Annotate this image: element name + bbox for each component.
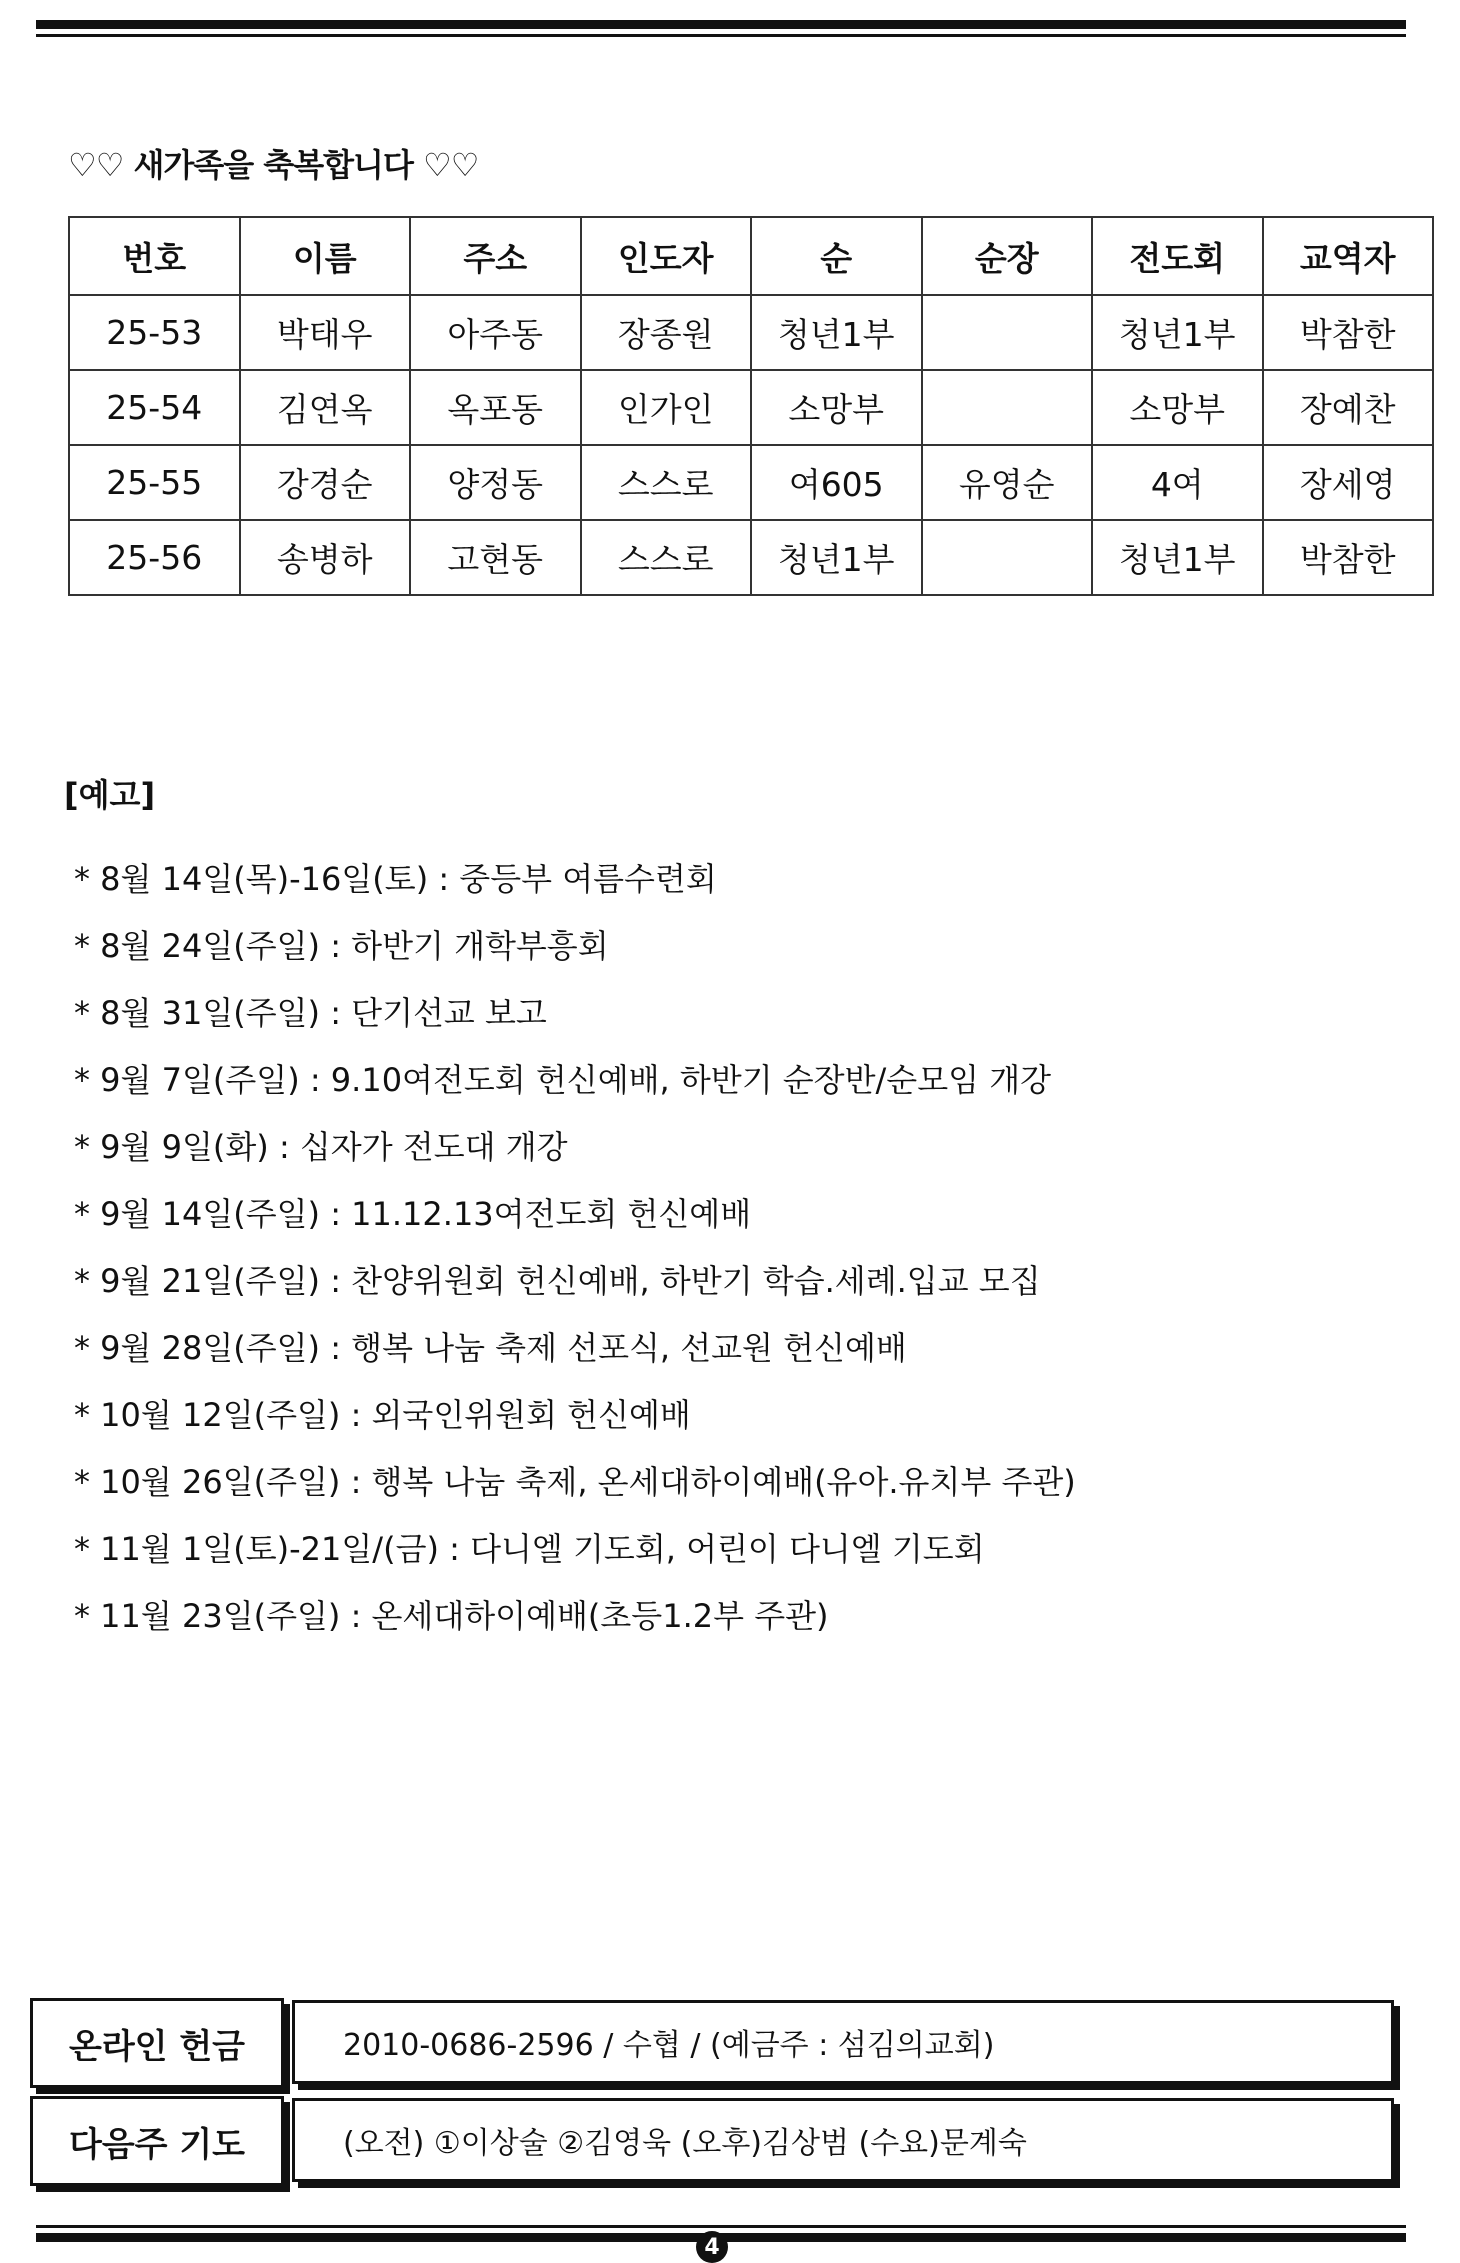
list-item: * 9월 28일(주일) : 행복 나눔 축제 선포식, 선교원 헌신예배 (74, 1329, 907, 1367)
list-item: * 9월 9일(화) : 십자가 전도대 개강 (74, 1128, 568, 1166)
top-border-thick (36, 20, 1406, 29)
list-item: * 10월 26일(주일) : 행복 나눔 축제, 온세대하이예배(유아.유치부 주관) (74, 1463, 1076, 1501)
table-header-row (69, 217, 1433, 295)
table-cell: 옥포동 (410, 370, 581, 445)
table-cell: 소망부 (1092, 370, 1263, 445)
list-item: * 9월 7일(주일) : 9.10여전도회 헌신예배, 하반기 순장반/순모임 개강 (74, 1061, 1052, 1099)
notice-list (74, 846, 1434, 1650)
table-cell: 장예찬 (1263, 370, 1434, 445)
table-cell: 스스로 (581, 445, 752, 520)
list-item: * 11월 1일(토)-21일/(금) : 다니엘 기도회, 어린이 다니엘 기도회 (74, 1530, 985, 1568)
table-cell (922, 370, 1093, 445)
next-week-prayer-label: 다음주 기도 (30, 2096, 284, 2186)
table-cell: 송병하 (240, 520, 411, 595)
online-offering-label: 온라인 헌금 (30, 1998, 284, 2088)
table-cell: 청년1부 (751, 295, 922, 370)
table-cell: 청년1부 (751, 520, 922, 595)
table-cell: 25-54 (69, 370, 240, 445)
table-cell (922, 295, 1093, 370)
table-cell: 청년1부 (1092, 295, 1263, 370)
table-cell: 박참한 (1263, 295, 1434, 370)
table-cell: 유영순 (922, 445, 1093, 520)
table-cell: 4여 (1092, 445, 1263, 520)
new-family-title (68, 140, 478, 186)
column-header: 인도자 (581, 217, 752, 295)
column-header: 전도회 (1092, 217, 1263, 295)
list-item: * 8월 14일(목)-16일(토) : 중등부 여름수련회 (74, 860, 717, 898)
table-cell: 양정동 (410, 445, 581, 520)
column-header: 순장 (922, 217, 1093, 295)
next-week-prayer-value: (오전) ①이상술 ②김영욱 (오후)김상범 (수요)문계숙 (292, 2098, 1394, 2182)
table-row (69, 295, 1433, 370)
list-item: * 10월 12일(주일) : 외국인위원회 헌신예배 (74, 1396, 691, 1434)
table-row (69, 445, 1433, 520)
table-cell: 아주동 (410, 295, 581, 370)
column-header: 순 (751, 217, 922, 295)
heart-icon: ♡♡ (68, 146, 124, 184)
table-cell (922, 520, 1093, 595)
table-row (69, 370, 1433, 445)
table-cell: 스스로 (581, 520, 752, 595)
new-family-table (68, 216, 1434, 596)
bottom-border-thin (36, 2225, 1406, 2228)
table-cell: 25-56 (69, 520, 240, 595)
column-header: 번호 (69, 217, 240, 295)
notice-title: [예고] (64, 776, 156, 814)
table-cell: 여605 (751, 445, 922, 520)
new-family-title-text: 새가족을 축복합니다 (133, 146, 413, 184)
online-offering-value: 2010-0686-2596 / 수협 / (예금주 : 섬김의교회) (292, 2000, 1394, 2084)
page-number-badge: 4 (696, 2231, 728, 2263)
table-cell: 강경순 (240, 445, 411, 520)
table-cell: 25-55 (69, 445, 240, 520)
table-cell: 고현동 (410, 520, 581, 595)
table-row (69, 520, 1433, 595)
table-cell: 청년1부 (1092, 520, 1263, 595)
column-header: 주소 (410, 217, 581, 295)
heart-icon: ♡♡ (423, 146, 479, 184)
list-item: * 8월 31일(주일) : 단기선교 보고 (74, 994, 547, 1032)
table-cell: 인가인 (581, 370, 752, 445)
list-item: * 8월 24일(주일) : 하반기 개학부흥회 (74, 927, 609, 965)
list-item: * 9월 14일(주일) : 11.12.13여전도회 헌신예배 (74, 1195, 752, 1233)
top-border-thin (36, 34, 1406, 37)
table-cell: 소망부 (751, 370, 922, 445)
list-item: * 11월 23일(주일) : 온세대하이예배(초등1.2부 주관) (74, 1597, 829, 1635)
table-cell: 박참한 (1263, 520, 1434, 595)
table-cell: 장세영 (1263, 445, 1434, 520)
list-item: * 9월 21일(주일) : 찬양위원회 헌신예배, 하반기 학습.세례.입교 모집 (74, 1262, 1041, 1300)
table-cell: 장종원 (581, 295, 752, 370)
column-header: 이름 (240, 217, 411, 295)
table-cell: 박태우 (240, 295, 411, 370)
table-cell: 25-53 (69, 295, 240, 370)
table-cell: 김연옥 (240, 370, 411, 445)
column-header: 교역자 (1263, 217, 1434, 295)
